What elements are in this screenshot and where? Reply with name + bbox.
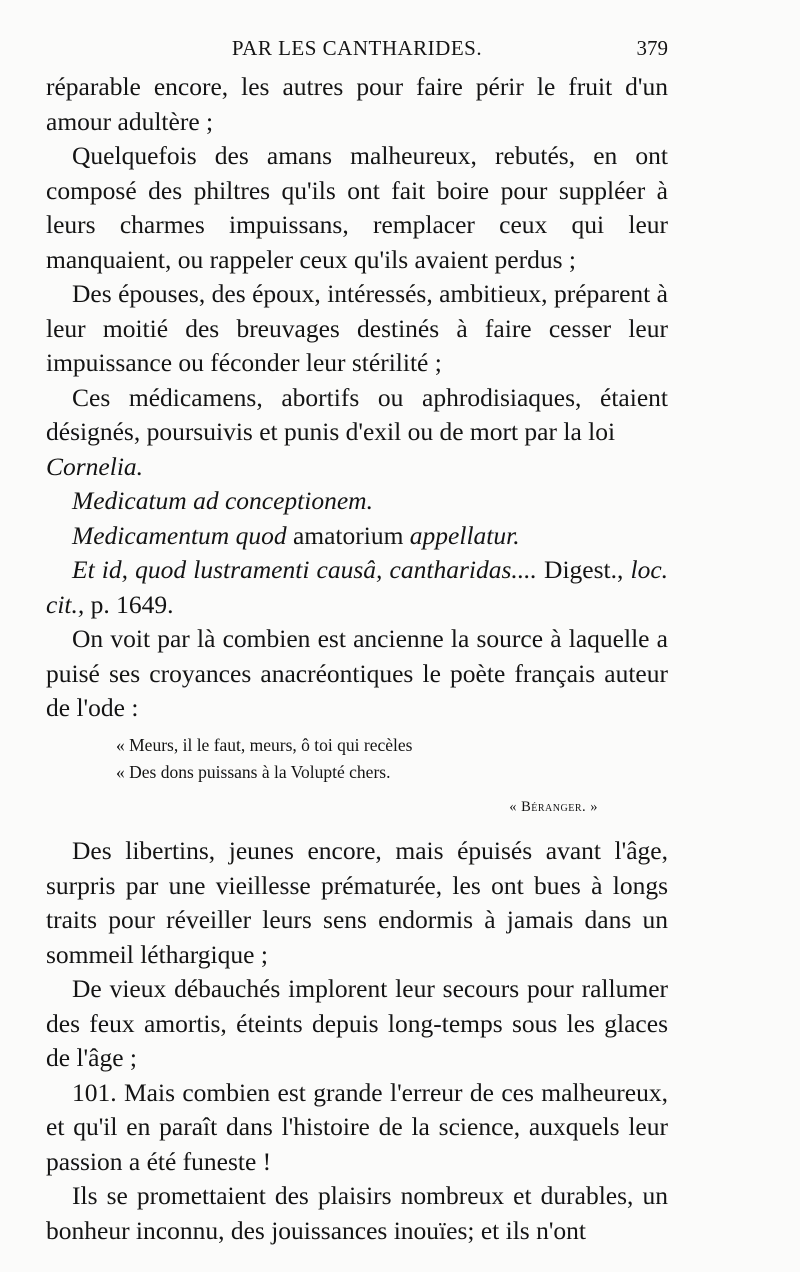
paragraph-cornelia: Cornelia. (46, 451, 144, 481)
latin-citation (46, 484, 668, 519)
paragraph: Des épouses, des époux, intéressés, ambitieux, préparent à leur moitié des breuvages destinés à faire cesser leur impuissance ou féconder leur stérilité ; (46, 279, 668, 377)
latin-text: Medicatum ad conceptionem. (72, 486, 373, 515)
verse-quote (46, 732, 668, 825)
latin-text: loc. cit., (46, 555, 669, 619)
verse-line: « Meurs, il le faut, meurs, ô toi qui recèles (116, 734, 413, 755)
paragraph: De vieux débauchés implorent leur secours pour rallumer des feux amortis, éteints depuis long-temps sous les glaces de l'âge ; (46, 974, 668, 1072)
paragraph: On voit par là combien est ancienne la source à laquelle a puisé ses croyances anacréontiques le poète français auteur de l'ode : (46, 624, 668, 722)
body-text (46, 70, 668, 1248)
running-title: PAR LES CANTHARIDES. (231, 36, 483, 60)
paragraph: Ces médicamens, abortifs ou aphrodisiaques, étaient désignés, poursuivis et punis d'exil ou de mort par la loi (46, 382, 668, 446)
paragraph: Quelquefois des amans malheureux, rebutés, en ont composé des philtres qu'ils ont fait boire pour suppléer à leurs charmes impuissans, remplacer ceux qui leur manquaient, ou rappeler ceux qu'ils avaient perdus ; (46, 141, 668, 274)
paragraph: réparable encore, les autres pour faire périr le fruit d'un amour adultère ; (46, 72, 668, 136)
paragraph: Des libertins, jeunes encore, mais épuisés avant l'âge, surpris par une vieillesse prématurée, les ont bues à longs traits pour réveiller leurs sens endormis à jamais dans un sommeil léthargique ; (46, 836, 668, 969)
paragraph: Ils se promettaient des plaisirs nombreux et durables, un bonheur inconnu, des jouissances inouïes; et ils n'ont (46, 1181, 668, 1245)
running-head (46, 36, 668, 60)
quote-attribution: « Béranger. » (509, 798, 598, 815)
latin-text: Digest., (544, 555, 624, 584)
latin-text: Medicamentum quod (72, 520, 287, 550)
latin-citation (46, 553, 668, 622)
latin-text: appellatur. (409, 520, 520, 550)
latin-text: amatorium (292, 520, 404, 550)
verse-line: « Des dons puissans à la Volupté chers. (116, 761, 391, 782)
latin-text: p. 1649. (90, 589, 174, 619)
latin-citation (46, 519, 668, 554)
latin-text: Et id, quod lustramenti causâ, cantharidas.... (72, 555, 537, 584)
paragraph: 101. Mais combien est grande l'erreur de ces malheureux, et qu'il en paraît dans l'histoire de la science, auxquels leur passion a été funeste ! (46, 1077, 668, 1176)
page-number: 379 (636, 36, 668, 60)
